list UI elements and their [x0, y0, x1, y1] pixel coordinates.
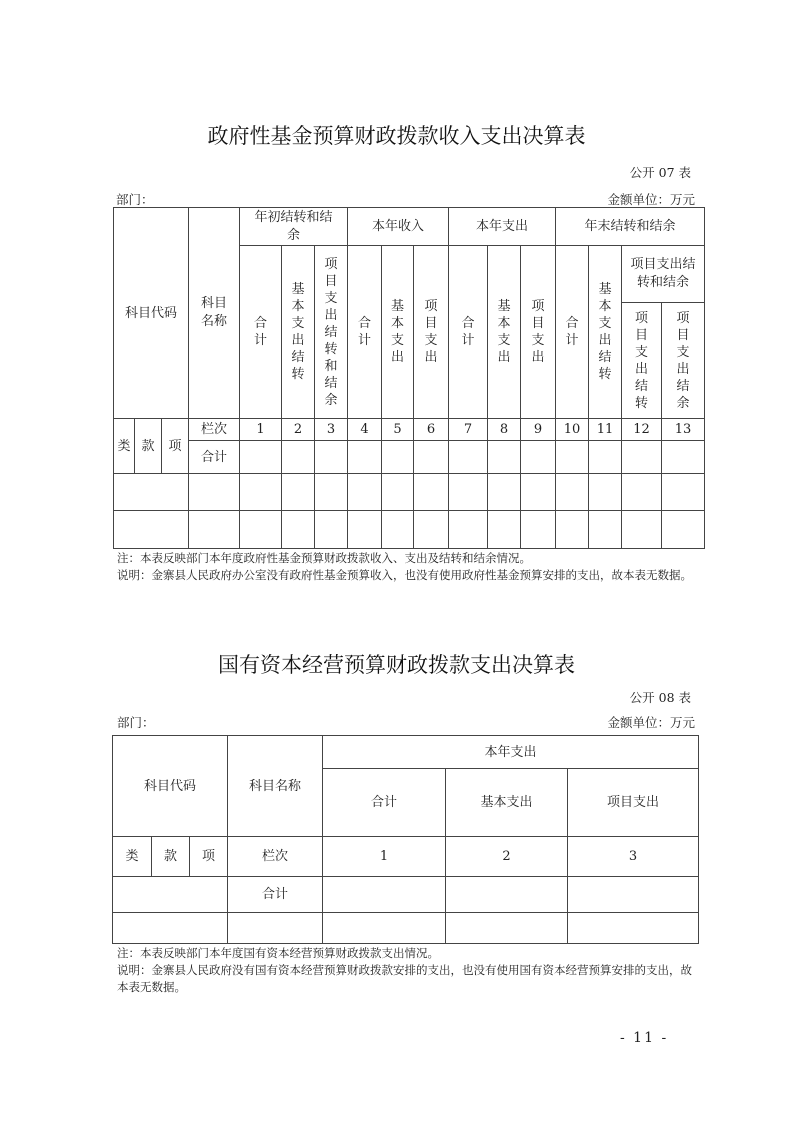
- cell: [521, 474, 556, 511]
- col-expense-project: 项目支出: [521, 246, 556, 419]
- cell: [348, 441, 382, 474]
- col-number: 3: [315, 419, 348, 441]
- page-number: - 11 -: [620, 1030, 669, 1046]
- header-opening-balance: 年初结转和结余: [240, 208, 348, 246]
- col-expense-basic: 基本支出: [446, 769, 568, 837]
- header-kuan: 款: [135, 419, 162, 474]
- table-row: [114, 511, 705, 549]
- header-lei: 类: [113, 837, 152, 877]
- cell: [662, 511, 705, 549]
- cell: [589, 511, 622, 549]
- cell: [315, 511, 348, 549]
- col-expense-project: 项目支出: [568, 769, 699, 837]
- header-xiang: 项: [162, 419, 189, 474]
- header-closing-balance: 年末结转和结余: [556, 208, 705, 246]
- col-number: 7: [449, 419, 488, 441]
- cell: [228, 913, 323, 944]
- cell: [323, 913, 446, 944]
- col-number: 2: [282, 419, 315, 441]
- col-closing-total: 合计: [556, 246, 589, 419]
- cell: [114, 474, 189, 511]
- table07-unit-label: 金额单位：万元: [607, 192, 695, 207]
- col-number: 1: [240, 419, 282, 441]
- cell: [414, 474, 449, 511]
- header-xiang: 项: [190, 837, 228, 877]
- cell: [488, 441, 521, 474]
- col-number: 10: [556, 419, 589, 441]
- cell: [568, 913, 699, 944]
- header-lanci: 栏次: [228, 837, 323, 877]
- cell: [348, 474, 382, 511]
- col-number: 9: [521, 419, 556, 441]
- table07-title: 政府性基金预算财政拨款收入支出决算表: [207, 124, 586, 148]
- cell: [240, 441, 282, 474]
- col-number: 4: [348, 419, 382, 441]
- cell: [556, 441, 589, 474]
- table08-code: 公开 08 表: [629, 690, 691, 705]
- cell: [568, 877, 699, 913]
- header-current-expense: 本年支出: [449, 208, 556, 246]
- table07-department-label: 部门：: [116, 192, 154, 207]
- header-lei: 类: [114, 419, 135, 474]
- col-number: 12: [622, 419, 662, 441]
- header-subject-name: 科目名称: [189, 208, 240, 419]
- table08-explanation: 说明：金寨县人民政府没有国有资本经营预算财政拨款安排的支出，也没有使用国有资本经营预算安排的支出，故本表无数据。: [117, 963, 692, 994]
- col-number: 13: [662, 419, 705, 441]
- header-lanci: 栏次: [189, 419, 240, 441]
- header-current-income: 本年收入: [348, 208, 449, 246]
- cell: [556, 474, 589, 511]
- cell: [449, 441, 488, 474]
- cell: [282, 474, 315, 511]
- cell: [315, 474, 348, 511]
- cell: [488, 511, 521, 549]
- col-number: 6: [414, 419, 449, 441]
- cell: [446, 877, 568, 913]
- col-closing-project-surplus: 项目支出结余: [662, 303, 705, 419]
- table07-code: 公开 07 表: [629, 165, 691, 180]
- cell: [662, 474, 705, 511]
- col-closing-basic: 基本支出结转: [589, 246, 622, 419]
- cell: [113, 913, 228, 944]
- cell: [521, 511, 556, 549]
- table07-note: 注：本表反映部门本年度政府性基金预算财政拨款收入、支出及结转和结余情况。: [117, 551, 531, 565]
- cell: [382, 474, 414, 511]
- header-subject-name: 科目名称: [228, 736, 323, 837]
- cell: [622, 474, 662, 511]
- cell: [521, 441, 556, 474]
- header-current-expense: 本年支出: [323, 736, 699, 769]
- cell: [382, 441, 414, 474]
- cell: [414, 441, 449, 474]
- col-closing-project-carryover: 项目支出结转: [622, 303, 662, 419]
- cell: [113, 877, 228, 913]
- header-kuan: 款: [152, 837, 190, 877]
- table08: [112, 735, 699, 944]
- table-row: [114, 474, 705, 511]
- col-expense-total: 合计: [449, 246, 488, 419]
- cell: [240, 474, 282, 511]
- cell: [414, 511, 449, 549]
- cell: [282, 441, 315, 474]
- col-income-total: 合计: [348, 246, 382, 419]
- cell: [189, 511, 240, 549]
- header-subject-code: 科目代码: [114, 208, 189, 419]
- cell: [449, 511, 488, 549]
- cell: [662, 441, 705, 474]
- cell: [382, 511, 414, 549]
- col-number: 5: [382, 419, 414, 441]
- col-income-project: 项目支出: [414, 246, 449, 419]
- table07-explanation: 说明：金寨县人民政府办公室没有政府性基金预算收入，也没有使用政府性基金预算安排的支出，故本表无数据。: [117, 568, 692, 582]
- col-opening-basic: 基本支出结转: [282, 246, 315, 419]
- col-opening-total: 合计: [240, 246, 282, 419]
- table08-title: 国有资本经营预算财政拨款支出决算表: [218, 653, 575, 677]
- cell: [240, 511, 282, 549]
- table07: [113, 207, 705, 549]
- cell: [622, 511, 662, 549]
- col-number: 1: [323, 837, 446, 877]
- cell: [556, 511, 589, 549]
- col-expense-basic: 基本支出: [488, 246, 521, 419]
- cell: [488, 474, 521, 511]
- col-number: 8: [488, 419, 521, 441]
- table08-unit-label: 金额单位：万元: [607, 715, 695, 730]
- cell: [282, 511, 315, 549]
- col-opening-project: 项目支出结转和结余: [315, 246, 348, 419]
- cell: [622, 441, 662, 474]
- col-expense-total: 合计: [323, 769, 446, 837]
- cell: [189, 474, 240, 511]
- header-closing-project: 项目支出结转和结余: [622, 246, 705, 303]
- cell: [589, 441, 622, 474]
- col-number: 2: [446, 837, 568, 877]
- cell: [589, 474, 622, 511]
- table08-department-label: 部门：: [117, 715, 155, 730]
- row-total-label: 合计: [228, 877, 323, 913]
- cell: [348, 511, 382, 549]
- cell: [446, 913, 568, 944]
- row-total-label: 合计: [189, 441, 240, 474]
- col-income-basic: 基本支出: [382, 246, 414, 419]
- cell: [323, 877, 446, 913]
- cell: [114, 511, 189, 549]
- cell: [449, 474, 488, 511]
- cell: [315, 441, 348, 474]
- col-number: 3: [568, 837, 699, 877]
- table08-note: 注：本表反映部门本年度国有资本经营预算财政拨款支出情况。: [117, 946, 439, 960]
- table-row: [113, 913, 699, 944]
- col-number: 11: [589, 419, 622, 441]
- header-subject-code: 科目代码: [113, 736, 228, 837]
